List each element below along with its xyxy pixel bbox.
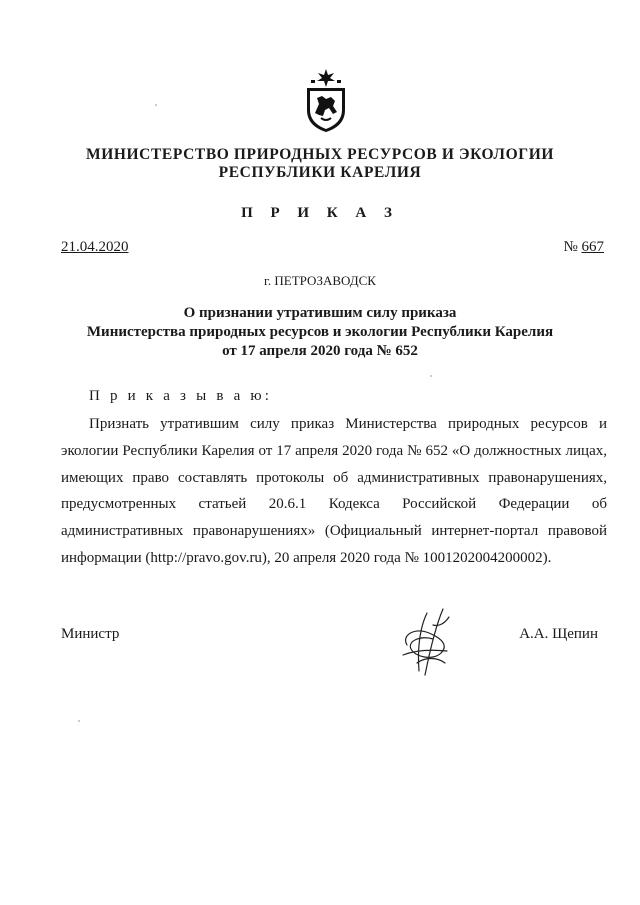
ministry-name (0, 146, 640, 182)
subject-line-2: Министерства природных ресурсов и экологии Республики Карелия (86, 324, 554, 340)
signatory-name: А.А. Щепин (519, 626, 598, 642)
document-type: П Р И К А З (241, 205, 399, 221)
karelia-coat-of-arms-icon (301, 68, 351, 134)
city: г. ПЕТРОЗАВОДСК (264, 273, 376, 288)
ministry-line-2: РЕСПУБЛИКИ КАРЕЛИЯ (218, 164, 422, 181)
order-subject (0, 304, 640, 361)
number-sign: № (563, 239, 578, 255)
scan-speck (78, 720, 80, 722)
order-body-paragraph: Признать утратившим силу приказ Министерства природных ресурсов и экологии Республики Карелия от 17 апреля 2020 года № 652 «О должностных лицах, имеющих право составлять протоколы об административных правонарушениях, предусмотренных статьей 20.6.1 Кодекса Российской Федерации об административных правонарушениях» (Официальный интернет-портал правовой информации (http://pravo.gov.ru), 20 апреля 2020 года № 1001202004200002). (61, 416, 607, 566)
order-number (563, 239, 604, 256)
handwritten-signature-icon (397, 605, 461, 677)
subject-line-3: от 17 апреля 2020 года № 652 (222, 343, 418, 359)
number-value: 667 (581, 239, 604, 255)
subject-line-1: О признании утратившим силу приказа (183, 305, 457, 321)
order-date: 21.04.2020 (61, 239, 129, 255)
ministry-line-1: МИНИСТЕРСТВО ПРИРОДНЫХ РЕСУРСОВ И ЭКОЛОГИИ (85, 146, 555, 163)
signatory-title: Министр (61, 626, 120, 642)
order-verb: П р и к а з ы в а ю: (89, 388, 273, 404)
scan-speck (430, 375, 432, 377)
scan-speck (155, 104, 157, 106)
